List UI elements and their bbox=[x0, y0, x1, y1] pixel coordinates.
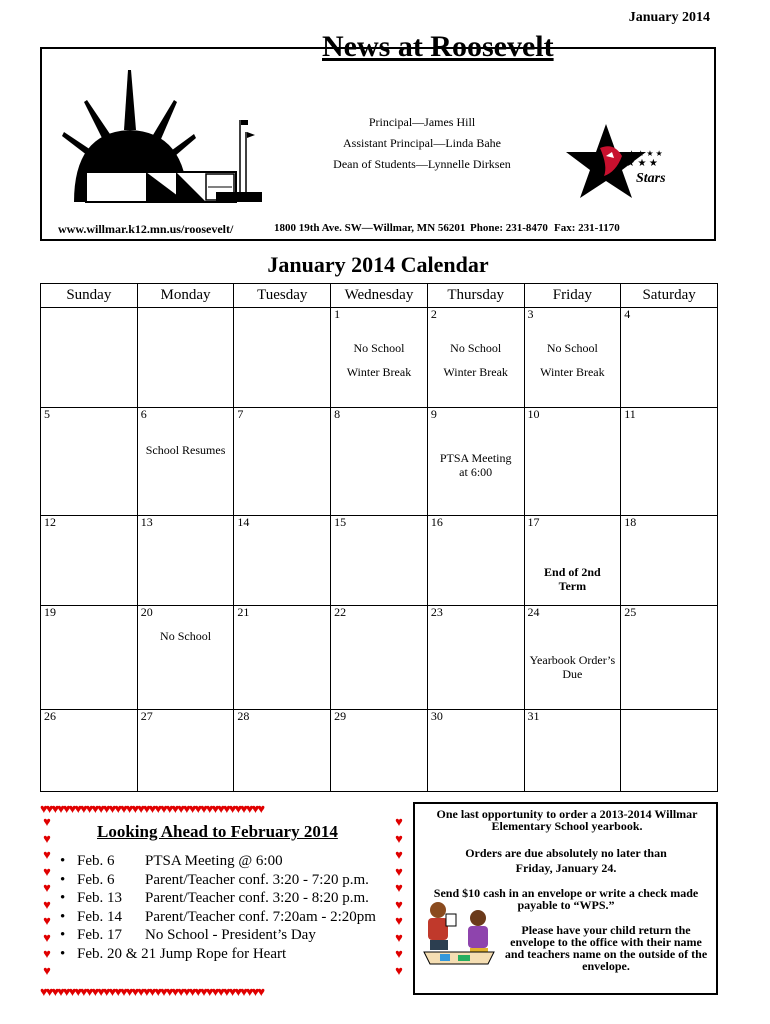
calendar-day-cell bbox=[137, 710, 234, 792]
day-number: 1 bbox=[334, 307, 341, 321]
heart-border-right: ♥ ♥ ♥ ♥ ♥ ♥ ♥ ♥ ♥ ♥ bbox=[395, 814, 403, 978]
calendar-day-cell bbox=[234, 308, 331, 408]
calendar-day-cell bbox=[137, 606, 234, 710]
calendar-day-cell bbox=[137, 516, 234, 606]
day-number: 23 bbox=[430, 605, 443, 619]
day-header-wednesday: Wednesday bbox=[331, 284, 428, 308]
day-number: 2 bbox=[430, 307, 437, 321]
calendar-day-cell bbox=[234, 516, 331, 606]
looking-ahead-item bbox=[60, 889, 376, 908]
principal-line: Principal—James Hill bbox=[368, 115, 476, 129]
calendar-week bbox=[41, 710, 718, 792]
calendar-day-cell bbox=[41, 606, 138, 710]
looking-ahead-item bbox=[60, 871, 376, 890]
bullet-icon: • bbox=[60, 853, 66, 869]
yearbook-instructions: Please have your child return the envelope to the office with their name and teachers name on the outside of the envelope. bbox=[504, 923, 708, 973]
yearbook-deadline: Orders are due absolutely no later than Friday, January 24. bbox=[465, 846, 667, 875]
calendar-day-cell bbox=[427, 308, 524, 408]
calendar-event: End of 2nd bbox=[544, 565, 601, 579]
day-number: 9 bbox=[430, 407, 437, 421]
day-number: 28 bbox=[237, 709, 250, 723]
day-number: 17 bbox=[527, 515, 540, 529]
day-header-thursday: Thursday bbox=[427, 284, 524, 308]
phone-text: Phone: 231-8470 bbox=[470, 222, 548, 234]
day-number: 15 bbox=[334, 515, 347, 529]
calendar-event: PTSA Meeting bbox=[439, 451, 512, 465]
calendar-day-cell bbox=[621, 710, 718, 792]
item-text: Parent/Teacher conf. 3:20 - 8:20 p.m. bbox=[145, 890, 369, 906]
calendar-event: Term bbox=[558, 579, 587, 593]
calendar-day-cell bbox=[234, 408, 331, 516]
item-text: PTSA Meeting @ 6:00 bbox=[145, 853, 283, 869]
svg-text:★ ★ ★ ★: ★ ★ ★ ★ bbox=[628, 149, 663, 158]
calendar-day-cell bbox=[41, 408, 138, 516]
calendar-title: January 2014 Calendar bbox=[267, 252, 489, 277]
item-date: Feb. 13 bbox=[77, 890, 122, 906]
calendar-event: No School bbox=[546, 341, 598, 355]
calendar-day-cell bbox=[427, 606, 524, 710]
day-number: 3 bbox=[527, 307, 534, 321]
day-number: 18 bbox=[624, 515, 637, 529]
day-number: 21 bbox=[237, 605, 250, 619]
calendar-week bbox=[41, 606, 718, 710]
calendar-day-cell bbox=[427, 710, 524, 792]
calendar-day-cell bbox=[621, 408, 718, 516]
day-number: 30 bbox=[430, 709, 443, 723]
looking-ahead-item bbox=[60, 908, 376, 927]
day-number: 27 bbox=[140, 709, 153, 723]
day-number: 11 bbox=[624, 407, 636, 421]
calendar-event: No School bbox=[353, 341, 405, 355]
calendar-table bbox=[40, 283, 718, 792]
calendar-day-cell bbox=[331, 710, 428, 792]
stars-logo-text: Stars bbox=[636, 171, 666, 186]
address-text: 1800 19th Ave. SW—Willmar, MN 56201 bbox=[274, 222, 466, 234]
day-header-monday: Monday bbox=[137, 284, 234, 308]
day-header-saturday: Saturday bbox=[621, 284, 718, 308]
stars-logo bbox=[566, 120, 696, 202]
newsletter-date: January 2014 bbox=[628, 10, 710, 25]
assistant-principal-line: Assistant Principal—Linda Bahe bbox=[343, 136, 501, 150]
calendar-day-cell bbox=[621, 516, 718, 606]
item-date: Feb. 6 bbox=[77, 853, 115, 869]
day-number: 7 bbox=[237, 407, 244, 421]
yearbook-payment: Send $10 cash in an envelope or write a check made payable to “WPS.” bbox=[433, 886, 699, 912]
yearbook-intro: One last opportunity to order a 2013-2014 Willmar Elementary School yearbook. bbox=[436, 807, 698, 833]
item-text: Parent/Teacher conf. 7:20am - 2:20pm bbox=[145, 908, 376, 925]
looking-ahead-item bbox=[60, 852, 376, 871]
bullet-icon: • bbox=[60, 908, 66, 925]
calendar-day-cell bbox=[524, 516, 621, 606]
calendar-day-cell bbox=[427, 516, 524, 606]
bullet-icon: • bbox=[60, 871, 66, 888]
calendar-day-cell bbox=[524, 606, 621, 710]
calendar-day-cell bbox=[41, 308, 138, 408]
day-number: 13 bbox=[140, 515, 153, 529]
heart-border-left: ♥ ♥ ♥ ♥ ♥ ♥ ♥ ♥ ♥ ♥ bbox=[43, 814, 51, 978]
item-date: Feb. 6 bbox=[77, 871, 115, 888]
looking-ahead-list bbox=[60, 852, 376, 963]
item-text: Feb. 20 & 21 Jump Rope for Heart bbox=[77, 945, 287, 962]
calendar-day-cell bbox=[137, 308, 234, 408]
day-number: 6 bbox=[140, 407, 147, 421]
day-number: 20 bbox=[140, 605, 153, 619]
calendar-week bbox=[41, 408, 718, 516]
item-date: Feb. 14 bbox=[77, 908, 122, 925]
day-number: 25 bbox=[624, 605, 637, 619]
day-header-tuesday: Tuesday bbox=[234, 284, 331, 308]
looking-ahead-item bbox=[60, 926, 376, 945]
day-number: 16 bbox=[430, 515, 443, 529]
calendar-day-cell bbox=[331, 516, 428, 606]
fax-text: Fax: 231-1170 bbox=[554, 222, 620, 234]
school-building-logo bbox=[56, 62, 266, 212]
calendar-day-cell bbox=[524, 408, 621, 516]
bullet-icon: • bbox=[60, 927, 66, 943]
calendar-day-cell bbox=[621, 606, 718, 710]
day-number: 12 bbox=[44, 515, 56, 529]
day-number: 24 bbox=[527, 605, 540, 619]
calendar-week bbox=[41, 516, 718, 606]
item-text: Parent/Teacher conf. 3:20 - 7:20 p.m. bbox=[145, 871, 369, 888]
looking-ahead-title: Looking Ahead to February 2014 bbox=[97, 822, 338, 841]
day-number: 19 bbox=[44, 605, 56, 619]
day-number: 29 bbox=[334, 709, 347, 723]
day-header-friday: Friday bbox=[524, 284, 621, 308]
calendar-event: Winter Break bbox=[346, 365, 412, 379]
day-number: 5 bbox=[44, 407, 50, 421]
calendar-event: No School bbox=[450, 341, 502, 355]
calendar-day-cell bbox=[137, 408, 234, 516]
day-number: 26 bbox=[44, 709, 56, 723]
dean-line: Dean of Students—Lynnelle Dirksen bbox=[333, 157, 511, 171]
item-text: No School - President’s Day bbox=[145, 927, 316, 943]
day-number: 22 bbox=[334, 605, 347, 619]
calendar-event: at 6:00 bbox=[459, 465, 493, 479]
newsletter-title: News at Roosevelt bbox=[322, 30, 554, 63]
bullet-icon: • bbox=[60, 890, 66, 906]
day-header-sunday: Sunday bbox=[41, 284, 138, 308]
day-number: 10 bbox=[527, 407, 540, 421]
svg-text:★ ★ ★: ★ ★ ★ bbox=[626, 158, 658, 169]
calendar-day-cell bbox=[234, 606, 331, 710]
calendar-event: Due bbox=[562, 667, 583, 681]
calendar-day-cell bbox=[41, 710, 138, 792]
calendar-day-cell bbox=[331, 408, 428, 516]
calendar-day-cell bbox=[41, 516, 138, 606]
calendar-event: Winter Break bbox=[540, 365, 605, 379]
day-number: 4 bbox=[624, 307, 631, 321]
calendar-day-cell bbox=[331, 308, 428, 408]
calendar-day-cell bbox=[621, 308, 718, 408]
day-number: 31 bbox=[527, 709, 540, 723]
calendar-day-cell bbox=[234, 710, 331, 792]
calendar-day-cell bbox=[524, 308, 621, 408]
day-number: 14 bbox=[237, 515, 250, 529]
calendar-event: School Resumes bbox=[145, 443, 226, 457]
calendar-event: Winter Break bbox=[443, 365, 508, 379]
website-link[interactable]: www.willmar.k12.mn.us/roosevelt/ bbox=[58, 222, 234, 236]
heart-border-top: ♥♥♥♥♥♥♥♥♥♥♥♥♥♥♥♥♥♥♥♥♥♥♥♥♥♥♥♥♥♥♥♥♥♥♥♥♥♥♥ bbox=[40, 802, 264, 815]
calendar-event: Yearbook Order’s bbox=[529, 653, 616, 667]
day-number: 8 bbox=[334, 407, 341, 421]
bullet-icon: • bbox=[60, 945, 66, 962]
calendar-day-cell bbox=[427, 408, 524, 516]
heart-border-bottom: ♥♥♥♥♥♥♥♥♥♥♥♥♥♥♥♥♥♥♥♥♥♥♥♥♥♥♥♥♥♥♥♥♥♥♥♥♥♥♥ bbox=[40, 985, 264, 998]
calendar-day-cell bbox=[524, 710, 621, 792]
looking-ahead-item bbox=[60, 945, 376, 964]
calendar-day-cell bbox=[331, 606, 428, 710]
children-reading-clipart bbox=[418, 898, 500, 970]
calendar-event: No School bbox=[160, 629, 212, 643]
item-date: Feb. 17 bbox=[77, 927, 122, 943]
calendar-week bbox=[41, 308, 718, 408]
